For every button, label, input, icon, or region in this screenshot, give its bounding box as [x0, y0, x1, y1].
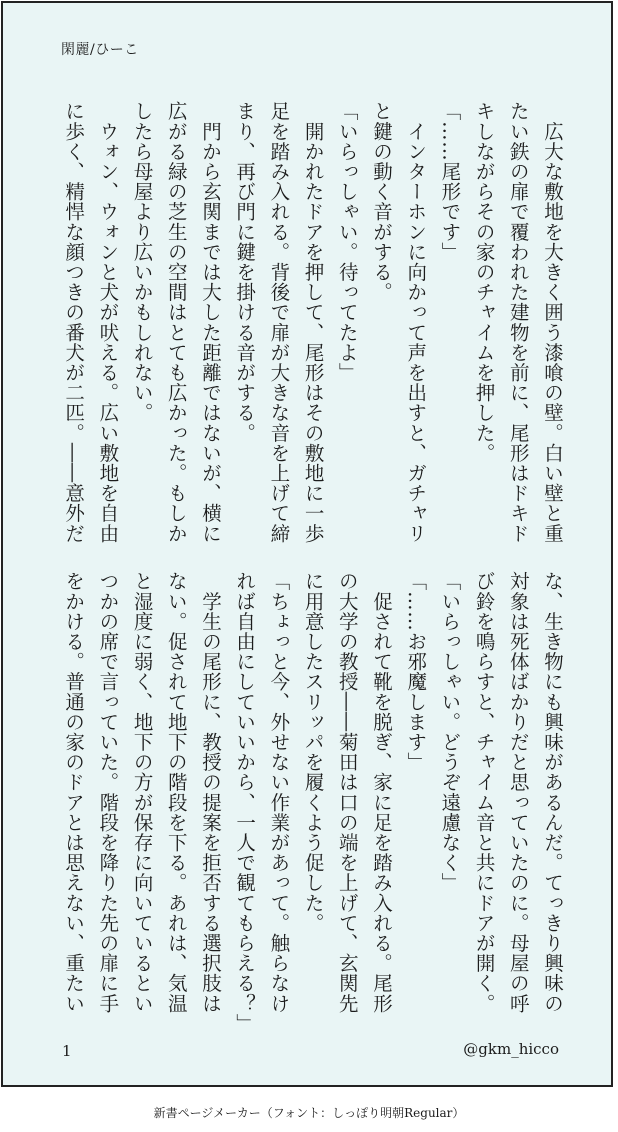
text-line: れば自由にしていいから、一人で観てもらえる？」 [233, 571, 257, 1034]
author-handle: @gkm_hicco [463, 1040, 559, 1058]
text-line: 門から玄関までは大した距離ではないが、横に [198, 101, 222, 544]
text-line: 促されて靴を脱ぎ、家に足を踏み入れる。尾形 [369, 571, 393, 1014]
text-line: の大学の教授――菊田は口の端を上げて、玄関先 [335, 571, 359, 1014]
text-line: まり、再び門に鍵を掛ける音がする。 [233, 101, 257, 443]
text-line: 学生の尾形に、教授の提案を拒否する選択肢は [198, 571, 222, 1014]
text-line: 広がる緑の芝生の空間はとても広かった。もしか [164, 101, 188, 544]
text-line: 足を踏み入れる。背後で扉が大きな音を上げて締 [267, 101, 291, 544]
text-line: インターホンに向かって声を出すと、ガチャリ [404, 101, 428, 544]
text-line: び鈴を鳴らすと、チャイム音と共にドアが開く。 [472, 571, 496, 1014]
text-line: 「ちょっと今、外せない作業があって。触らなけ [267, 571, 291, 1014]
text-line: な、生き物にも興味があるんだ。てっきり興味の [541, 571, 564, 1014]
text-line: ウォン、ウォンと犬が吠える。広い敷地を自由 [96, 101, 120, 544]
book-page [1, 1, 613, 1087]
text-line: 開かれたドアを押して、尾形はその敷地に一歩 [301, 101, 325, 544]
text-line: 「……お邪魔します」 [404, 571, 428, 772]
text-line: たい鉄の扉で覆われた建物を前に、尾形はドキド [506, 101, 530, 544]
text-line: 対象は死体ばかりだと思っていたのに。母屋の呼 [506, 571, 530, 1014]
text-line: と湿度に弱く、地下の方が保存に向いているとい [130, 571, 154, 1014]
text-line: をかける。普通の家のドアとは思えない、重たい [62, 571, 86, 1014]
text-line: したら母屋より広いかもしれない。 [130, 101, 154, 423]
page-number: 1 [62, 1042, 72, 1060]
page-header-title: 閑麗/ひーこ [61, 42, 139, 58]
text-line: に用意したスリッパを履くよう促した。 [301, 571, 325, 933]
text-line: ない。促されて地下の階段を下る。あれは、気温 [164, 571, 188, 1014]
text-line: と鍵の動く音がする。 [369, 101, 393, 302]
text-line: 広大な敷地を大きく囲う漆喰の壁。白い壁と重 [541, 101, 564, 544]
text-line: に歩く、精悍な顔つきの番犬が二匹。――意外だ [62, 101, 86, 544]
text-line: つかの席で言っていた。階段を降りた先の扉に手 [96, 571, 120, 1014]
lower-text-block [56, 571, 569, 1034]
text-line: 「いらっしゃい。どうぞ遠慮なく」 [438, 571, 462, 893]
text-line: 「……尾形です」 [438, 101, 462, 262]
footer-credit: 新書ページメーカー（フォント：しっぽり明朝Regular） [153, 1106, 465, 1120]
text-line: キしながらその家のチャイムを押した。 [472, 101, 496, 463]
text-line: 「いらっしゃい。待ってたよ」 [335, 101, 359, 383]
upper-text-block [56, 101, 569, 544]
